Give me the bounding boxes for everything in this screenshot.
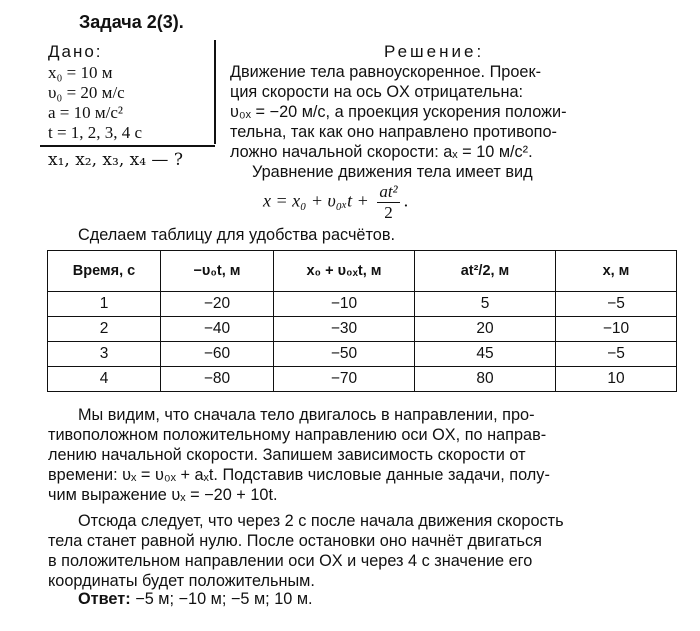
conclusion-line-6: Отсюда следует, что через 2 с после начала движения скорость (78, 512, 564, 530)
conclusion-line-7: тела станет равной нулю. После остановки оно начнёт двигаться (48, 532, 542, 550)
header-x: x, м (556, 251, 677, 292)
table-cell: −5 (556, 292, 677, 317)
solution-line-2: ция скорости на ось OX отрицательна: (230, 83, 524, 101)
table-cell: −30 (274, 317, 415, 342)
table-cell: −10 (274, 292, 415, 317)
solution-line-1: Движение тела равноускоренное. Проек- (230, 63, 541, 81)
given-divider-vertical (214, 40, 216, 144)
table-cell: 1 (48, 292, 161, 317)
given-divider-horizontal (40, 145, 215, 147)
header-v0t: −υ₀t, м (161, 251, 274, 292)
given-x0: x₀ = 10 м (48, 63, 113, 82)
table-cell: 3 (48, 342, 161, 367)
equation-fraction (377, 182, 399, 223)
given-heading: Дано: (48, 42, 103, 61)
table-cell: −10 (556, 317, 677, 342)
conclusion-line-9: координаты будет положительным. (48, 572, 315, 590)
equation-end: . (404, 190, 409, 211)
header-x0-plus-v0xt: x₀ + υ₀ₓt, м (274, 251, 415, 292)
given-v0: υ₀ = 20 м/с (48, 83, 125, 102)
table-cell: −70 (274, 367, 415, 392)
fraction-denominator: 2 (384, 203, 393, 222)
table-cell: 10 (556, 367, 677, 392)
answer-label: Ответ: (78, 590, 131, 608)
answer-text: −5 м; −10 м; −5 м; 10 м. (130, 590, 313, 608)
conclusion-line-1: Мы видим, что сначала тело двигалось в направлении, про- (78, 406, 535, 424)
given-t: t = 1, 2, 3, 4 с (48, 123, 143, 142)
motion-equation (263, 182, 409, 223)
find-line: x₁, x₂, x₃, x₄ — ? (48, 150, 183, 170)
conclusion-line-4: времени: υₓ = υ₀ₓ + aₓt. Подставив числовые данные задачи, полу- (48, 466, 550, 484)
conclusion-line-8: в положительном направлении оси OX и через 4 с значение его (48, 552, 533, 570)
table-cell: 80 (415, 367, 556, 392)
solution-line-3: υ₀ₓ = −20 м/с, а проекция ускорения положи- (230, 103, 567, 121)
table-row (48, 292, 677, 317)
header-at2-half: at²/2, м (415, 251, 556, 292)
calculation-table (47, 250, 677, 392)
table-cell: 20 (415, 317, 556, 342)
solution-line-4: тельна, так как оно направлено противопо- (230, 123, 557, 141)
table-cell: −60 (161, 342, 274, 367)
solution-heading: Решение: (384, 42, 485, 61)
equation-left: x = x₀ + υ₀ₓt + (263, 190, 369, 211)
answer-line (78, 590, 313, 609)
table-cell: 5 (415, 292, 556, 317)
table-row (48, 342, 677, 367)
table-cell: −50 (274, 342, 415, 367)
table-row (48, 317, 677, 342)
table-cell: −20 (161, 292, 274, 317)
table-cell: −5 (556, 342, 677, 367)
conclusion-line-2: тивоположном положительному направлению оси OX, по направ- (48, 426, 547, 444)
table-cell: 2 (48, 317, 161, 342)
table-cell: 4 (48, 367, 161, 392)
conclusion-line-5: чим выражение υₓ = −20 + 10t. (48, 486, 278, 504)
task-title: Задача 2(3). (79, 12, 184, 32)
fraction-numerator: at² (379, 182, 398, 201)
conclusion-line-3: лению начальной скорости. Запишем зависимость скорости от (48, 446, 526, 464)
table-cell: −40 (161, 317, 274, 342)
header-time: Время, с (48, 251, 161, 292)
given-a: a = 10 м/с² (48, 103, 124, 122)
solution-line-6: Уравнение движения тела имеет вид (252, 163, 533, 181)
table-intro: Сделаем таблицу для удобства расчётов. (78, 226, 395, 244)
table-header-row (48, 251, 677, 292)
table-cell: 45 (415, 342, 556, 367)
table-cell: −80 (161, 367, 274, 392)
solution-line-5: ложно начальной скорости: aₓ = 10 м/с². (230, 143, 533, 161)
table-row (48, 367, 677, 392)
